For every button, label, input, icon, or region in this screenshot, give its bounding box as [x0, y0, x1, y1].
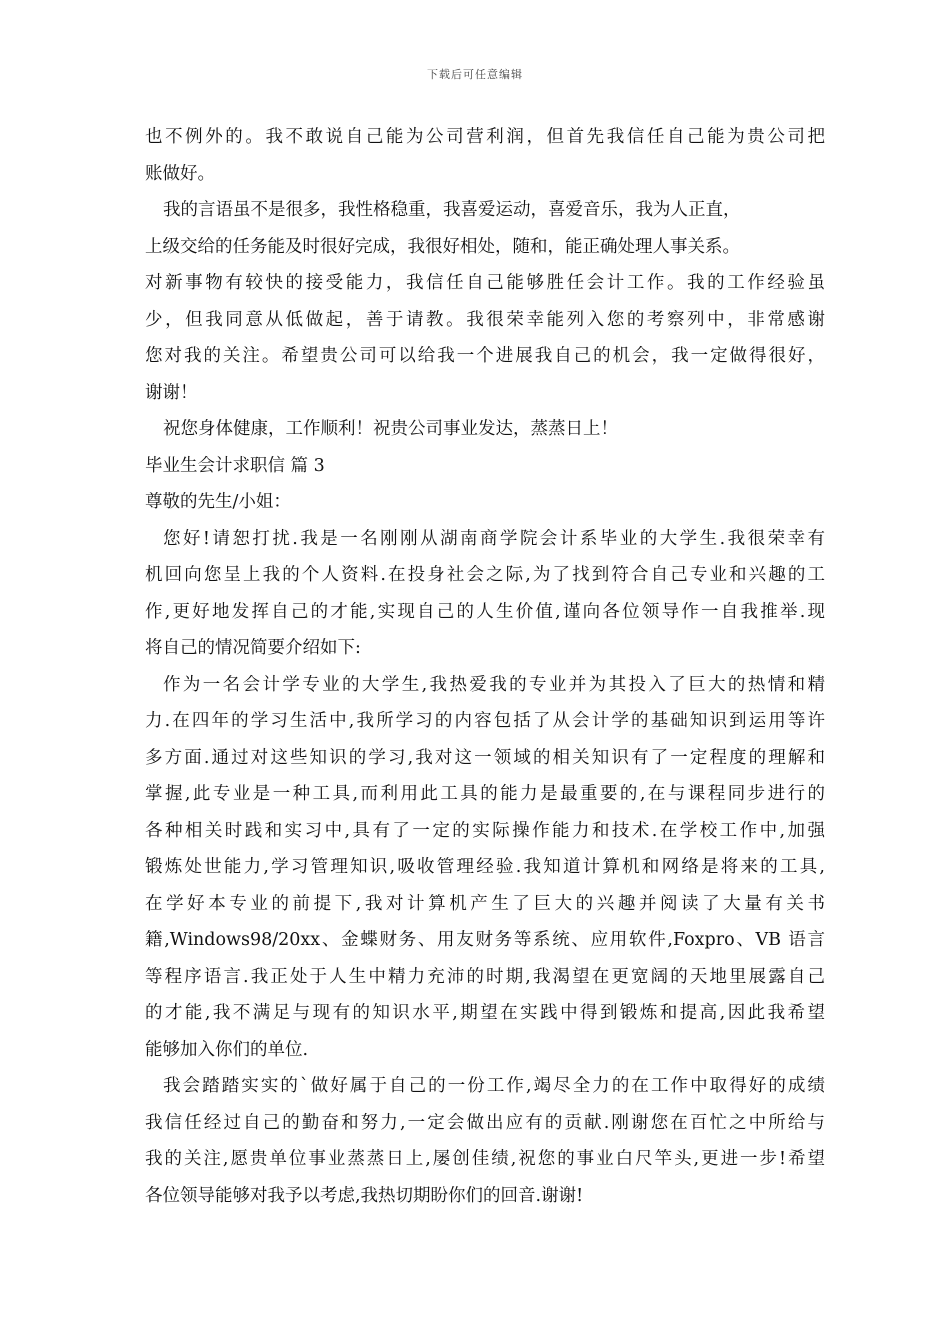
page-header: 下载后可任意编辑 [427, 68, 523, 81]
text-line: 您好!请恕打扰.我是一名刚刚从湖南商学院会计系毕业的大学生.我很荣幸有 [163, 528, 825, 549]
text-line: 账做好。 [145, 163, 215, 184]
text-line: 将自己的情况简要介绍如下: [145, 638, 361, 658]
text-line: 各种相关时践和实习中,具有了一定的实际操作能力和技术.在学校工作中,加强 [145, 820, 825, 841]
text-line: 作,更好地发挥自己的才能,实现自己的人生价值,谨向各位领导作一自我推举.现 [145, 601, 825, 622]
text-line: 对新事物有较快的接受能力，我信任自己能够胜任会计工作。我的工作经验虽 [145, 273, 825, 293]
document-body [145, 119, 825, 1214]
salutation: 尊敬的先生/小姐： [145, 492, 291, 512]
text-line: 我的关注,愿贵单位事业蒸蒸日上,屡创佳绩,祝您的事业白尺竿头,更进一步!希望 [145, 1149, 825, 1169]
text-line: 掌握,此专业是一种工具,而利用此工具的能力是最重要的,在与课程同步进行的 [145, 784, 825, 804]
section-heading: 毕业生会计求职信 篇 3 [145, 455, 325, 476]
text-line: 籍,Windows98/20xx、金蝶财务、用友财务等系统、应用软件,Foxpro、VB 语言 [145, 930, 825, 950]
text-line: 等程序语言.我正处于人生中精力充沛的时期,我渴望在更宽阔的天地里展露自己 [145, 966, 825, 987]
text-line: 谢谢！ [145, 382, 198, 403]
text-line: 机回向您呈上我的个人资料.在投身社会之际,为了找到符合自己专业和兴趣的工 [145, 565, 825, 585]
text-line: 上级交给的任务能及时很好完成，我很好相处，随和，能正确处理人事关系。 [145, 236, 740, 257]
text-line: 也不例外的。我不敢说自己能为公司营利润，但首先我信任自己能为贵公司把 [145, 127, 825, 147]
text-line: 我的言语虽不是很多，我性格稳重，我喜爱运动，喜爱音乐，我为人正直， [163, 200, 741, 220]
text-line: 少，但我同意从低做起，善于请教。我很荣幸能列入您的考察列中，非常感谢 [145, 309, 825, 330]
text-line: 锻炼处世能力,学习管理知识,吸收管理经验.我知道计算机和网络是将来的工具, [145, 857, 825, 877]
text-line: 您对我的关注。希望贵公司可以给我一个进展我自己的机会，我一定做得很好， [145, 346, 825, 366]
text-line: 祝您身体健康，工作顺利！祝贵公司事业发达，蒸蒸日上！ [163, 419, 618, 439]
text-line: 在学好本专业的前提下,我对计算机产生了巨大的兴趣并阅读了大量有关书 [145, 893, 825, 914]
text-line: 多方面.通过对这些知识的学习,我对这一领域的相关知识有了一定程度的理解和 [145, 747, 825, 768]
text-line: 力.在四年的学习生活中,我所学习的内容包括了从会计学的基础知识到运用等许 [145, 711, 825, 731]
text-line: 我会踏踏实实的`做好属于自己的一份工作,竭尽全力的在工作中取得好的成绩 [163, 1076, 825, 1096]
text-line: 各位领导能够对我予以考虑,我热切期盼你们的回音.谢谢! [145, 1185, 584, 1206]
text-line: 能够加入你们的单位. [145, 1039, 309, 1060]
text-line: 我信任经过自己的勤奋和努力,一定会做出应有的贡献.刚谢您在百忙之中所给与 [145, 1112, 825, 1133]
text-line: 作为一名会计学专业的大学生,我热爱我的专业并为其投入了巨大的热情和精 [163, 674, 825, 695]
text-line: 的才能,我不满足与现有的知识水平,期望在实践中得到锻炼和提高,因此我希望 [145, 1003, 825, 1023]
